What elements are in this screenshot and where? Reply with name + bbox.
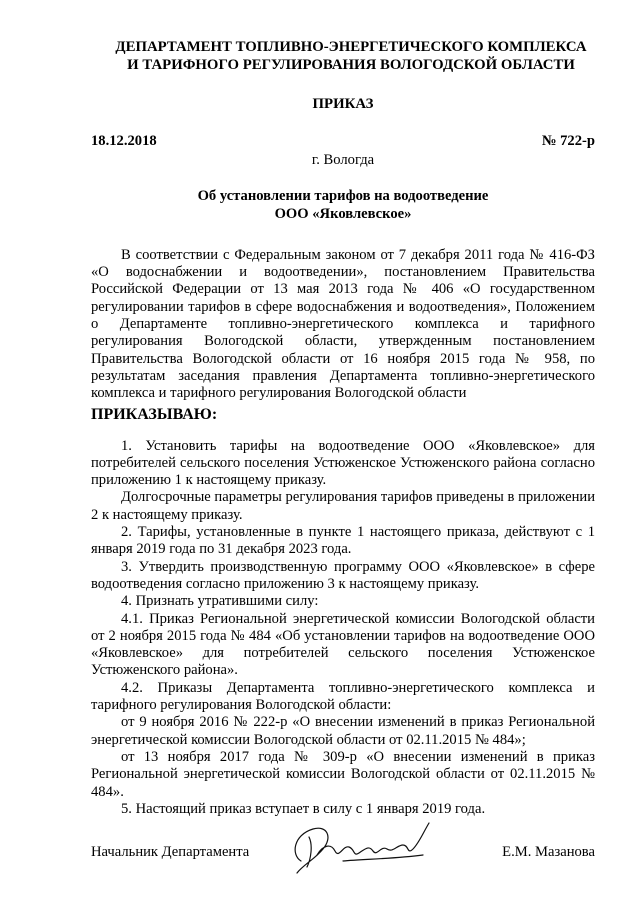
decree-word: ПРИКАЗЫВАЮ: <box>91 405 218 423</box>
subject-line-2: ООО «Яковлевское» <box>274 205 412 222</box>
order-body <box>91 247 595 818</box>
preamble-paragraph: В соответствии с Федеральным законом от 7 декабря 2011 года № 416-ФЗ «О водоснабжении и водоотведении», постановлением Правительства Российской Федерации от 13 мая 2013 года № 406 «О государственном регулировании тарифов в сфере водоснабжения и водоотведения», Положением о Департаменте топливно-энергетического комплекса и тарифного регулирования Вологодской области, утвержденным постановлением Правительства Вологодской области от 16 ноября 2015 года № 958, по результатам заседания правления Департамента топливно-энергетического комплекса и тарифного регулирования Вологодской области <box>91 246 595 402</box>
header-line-2: И ТАРИФНОГО РЕГУЛИРОВАНИЯ ВОЛОГОДСКОЙ ОБЛАСТИ <box>127 57 575 73</box>
item-paragraph: от 9 ноября 2016 № 222-р «О внесении изменений в приказ Региональной энергетической комиссии Вологодской области от 02.11.2015 № 484»; <box>91 714 595 748</box>
department-header <box>99 38 603 74</box>
order-date: 18.12.2018 <box>91 133 157 150</box>
subject-line-1: Об установлении тарифов на водоотведение <box>197 187 489 204</box>
signature-row <box>91 844 595 861</box>
item-paragraph: Долгосрочные параметры регулирования тарифов приведены в приложении 2 к настоящему приказу. <box>91 489 595 523</box>
city: г. Вологда <box>311 151 375 168</box>
signatory-name: Е.М. Мазанова <box>502 844 595 860</box>
item-paragraph: от 13 ноября 2017 года № 309-р «О внесении изменений в приказ Региональной энергетической комиссии Вологодской области от 02.11.2015 № 484». <box>91 748 595 800</box>
order-number: № 722-р <box>541 133 595 150</box>
item-paragraph: 4. Признать утратившими силу: <box>121 593 319 610</box>
item-paragraph: 3. Утвердить производственную программу ООО «Яковлевское» в сфере водоотведения согласно приложению 3 к настоящему приказу. <box>91 558 595 592</box>
signatory-position: Начальник Департамента <box>91 844 250 860</box>
item-paragraph: 5. Настоящий приказ вступает в силу с 1 января 2019 года. <box>121 800 486 817</box>
order-subject <box>91 187 595 223</box>
item-paragraph: 2. Тарифы, установленные в пункте 1 настоящего приказа, действуют с 1 января 2019 года по 31 декабря 2023 года. <box>91 524 595 558</box>
document-type-title: ПРИКАЗ <box>312 96 374 112</box>
header-line-1: ДЕПАРТАМЕНТ ТОПЛИВНО-ЭНЕРГЕТИЧЕСКОГО КОМПЛЕКСА <box>115 39 587 55</box>
item-paragraph: 4.2. Приказы Департамента топливно-энергетического комплекса и тарифного регулирования Вологодской области: <box>91 679 595 714</box>
item-paragraph: 4.1. Приказ Региональной энергетической комиссии Вологодской области от 2 ноября 2015 года № 484 «Об установлении тарифов на водоотведение ООО «Яковлевское» для потребителей сельского поселения Устюженское Устюженского района». <box>91 610 595 679</box>
item-paragraph: 1. Установить тарифы на водоотведение ООО «Яковлевское» для потребителей сельского поселения Устюженское Устюженского района согласно приложению 1 к настоящему приказу. <box>91 437 595 489</box>
date-number-row <box>91 133 595 150</box>
